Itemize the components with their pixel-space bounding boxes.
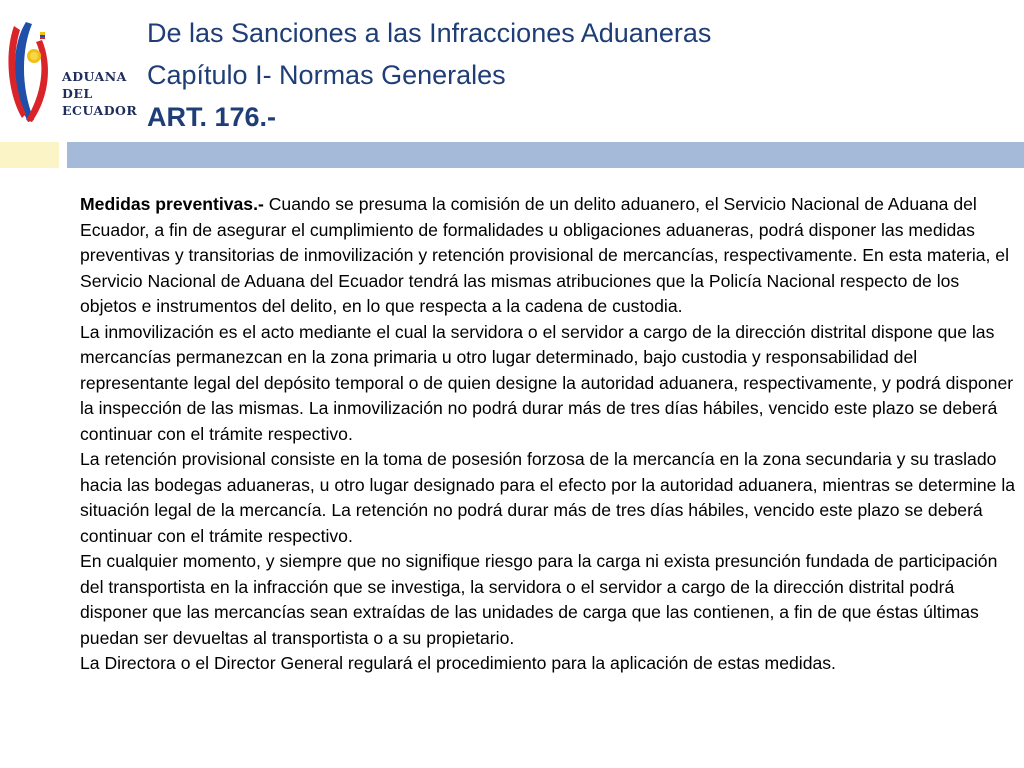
paragraph-5: La Directora o el Director General regulará el procedimiento para la aplicación de estas medidas. [80, 653, 836, 673]
paragraph-3: La retención provisional consiste en la toma de posesión forzosa de la mercancía en la zona secundaria y su traslado hacia las bodegas aduaneras, u otro lugar designado para el efecto por la autoridad aduanera, mientras se determine la situación legal de la mercancía. La retención no podrá durar más de tres días hábiles, vencido este plazo se deberá continuar con el trámite respectivo. [80, 449, 1016, 546]
divider-bar-left [0, 142, 59, 168]
logo-line-del: DEL [62, 86, 93, 101]
logo-line-aduana: ADUANA [62, 69, 127, 84]
logo-line-ecuador: ECUADOR [62, 103, 138, 118]
article-title: ART. 176.- [147, 102, 277, 132]
paragraph-2: La inmovilización es el acto mediante el cual la servidora o el servidor a cargo de la dirección distrital dispone que las mercancías permanezcan en la zona primaria u otro lugar determinado, bajo custodia y responsabilidad del representante legal del depósito temporal o de quien designe la autoridad aduanera, respectivamente, y podrá disponer la inspección de las mismas. La inmovilización no podrá durar más de tres días hábiles, vencido este plazo se deberá continuar con el trámite respectivo. [80, 321, 1014, 444]
paragraph-4: En cualquier momento, y siempre que no signifique riesgo para la carga ni exista presunción fundada de participación del transportista en la infracción que se investiga, la servidora o el servidor a cargo de la dirección distrital podrá disponer que las mercancías sean extraídas de las unidades de carga que las contienen, a fin de que éstas últimas puedan ser devueltas al transportista o a su propietario. [80, 551, 998, 648]
slide-title-block [147, 12, 711, 138]
paragraph-1 [80, 192, 1016, 320]
slide-title: De las Sanciones a las Infracciones Aduaneras [147, 18, 712, 48]
chapter-title: Capítulo I- Normas Generales [147, 60, 506, 90]
article-body [80, 192, 1016, 677]
paragraph-1-text: Cuando se presuma la comisión de un delito aduanero, el Servicio Nacional de Aduana del Ecuador, a fin de asegurar el cumplimiento de formalidades u obligaciones aduaneras, podrá disponer las medidas preventivas y transitorias de inmovilización y retención provisional de mercancías, respectivamente. En esta materia, el Servicio Nacional de Aduana del Ecuador tendrá las mismas atribuciones que la Policía Nacional respecto de los objetos e instrumentos del delito, en lo que respecta a la cadena de custodia. [80, 194, 1009, 316]
divider-bar-right [67, 142, 1024, 168]
lead-heading: Medidas preventivas.- [80, 194, 264, 214]
logo-text [62, 68, 137, 119]
aduana-logo [6, 14, 138, 132]
